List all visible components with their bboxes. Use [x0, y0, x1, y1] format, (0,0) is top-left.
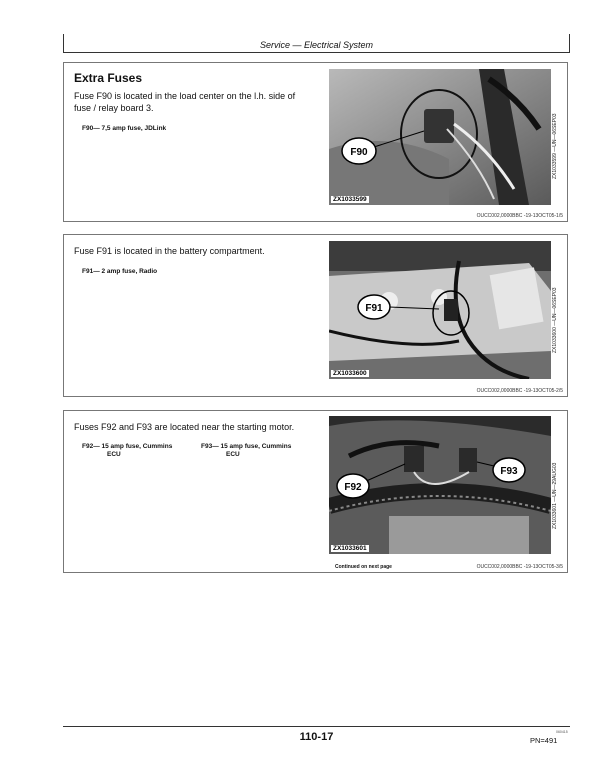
section-text: Fuse F91 is located in the battery compartment. — [74, 246, 265, 256]
callout-f91: F91 — [365, 303, 383, 314]
section-text: Fuse F90 is located in the load center on the l.h. side of fuse / relay board 3. — [74, 91, 296, 113]
section-text: Fuses F92 and F93 are located near the starting motor. — [74, 422, 295, 432]
page-pn: PN=491 — [530, 736, 558, 745]
footer-date-code: 060415 — [556, 730, 568, 734]
reference-code: OUCC002,0000BBC -19-13OCT05-2/5 — [476, 388, 563, 394]
fuse-legend-f93 — [201, 443, 291, 459]
side-code: ZX1033599 —UN—06SEP03 — [552, 113, 558, 179]
fuse-legend-f92 — [82, 443, 172, 459]
reference-code: OUCC002,0000BBC -19-13OCT05-1/5 — [476, 213, 563, 219]
fuse-legend-f90: F90— 7,5 amp fuse, JDLink — [82, 125, 167, 132]
legend-line: ECU — [107, 451, 121, 458]
photo-code: ZX1033599 — [333, 196, 367, 203]
header-rule — [63, 52, 570, 53]
photo-f90-image — [329, 69, 551, 205]
page-number: 110-17 — [299, 731, 334, 743]
section-fuses-f92-f93 — [63, 410, 568, 573]
side-code: ZX1033600 —UN—06SEP03 — [552, 287, 558, 353]
callout-f93: F93 — [500, 466, 518, 477]
photo-f91-image — [329, 241, 551, 379]
section-fuse-f91 — [63, 234, 568, 397]
continued-note: Continued on next page — [335, 564, 392, 570]
section-extra-fuses-f90 — [63, 62, 568, 222]
photo-f91 — [329, 241, 551, 379]
legend-line: F93— 15 amp fuse, Cummins — [201, 443, 292, 450]
photo-code: ZX1033601 — [333, 545, 367, 552]
photo-f92-f93-image — [329, 416, 551, 554]
photo-f92-f93 — [329, 416, 551, 554]
reference-code: OUCC002,0000BBC -19-13OCT05-3/5 — [476, 564, 563, 570]
side-code: ZX1033601 —UN—29AUG03 — [552, 462, 558, 529]
legend-line: ECU — [226, 451, 240, 458]
section-title: Extra Fuses — [74, 71, 143, 85]
photo-f90 — [329, 69, 551, 205]
fuse-legend-f91: F91— 2 amp fuse, Radio — [82, 268, 158, 275]
photo-code: ZX1033600 — [333, 370, 367, 377]
callout-f92: F92 — [344, 482, 362, 493]
footer-rule — [63, 726, 570, 727]
page-header-title: Service — Electrical System — [259, 40, 374, 50]
legend-line: F92— 15 amp fuse, Cummins — [82, 443, 173, 450]
callout-f90: F90 — [350, 147, 368, 158]
